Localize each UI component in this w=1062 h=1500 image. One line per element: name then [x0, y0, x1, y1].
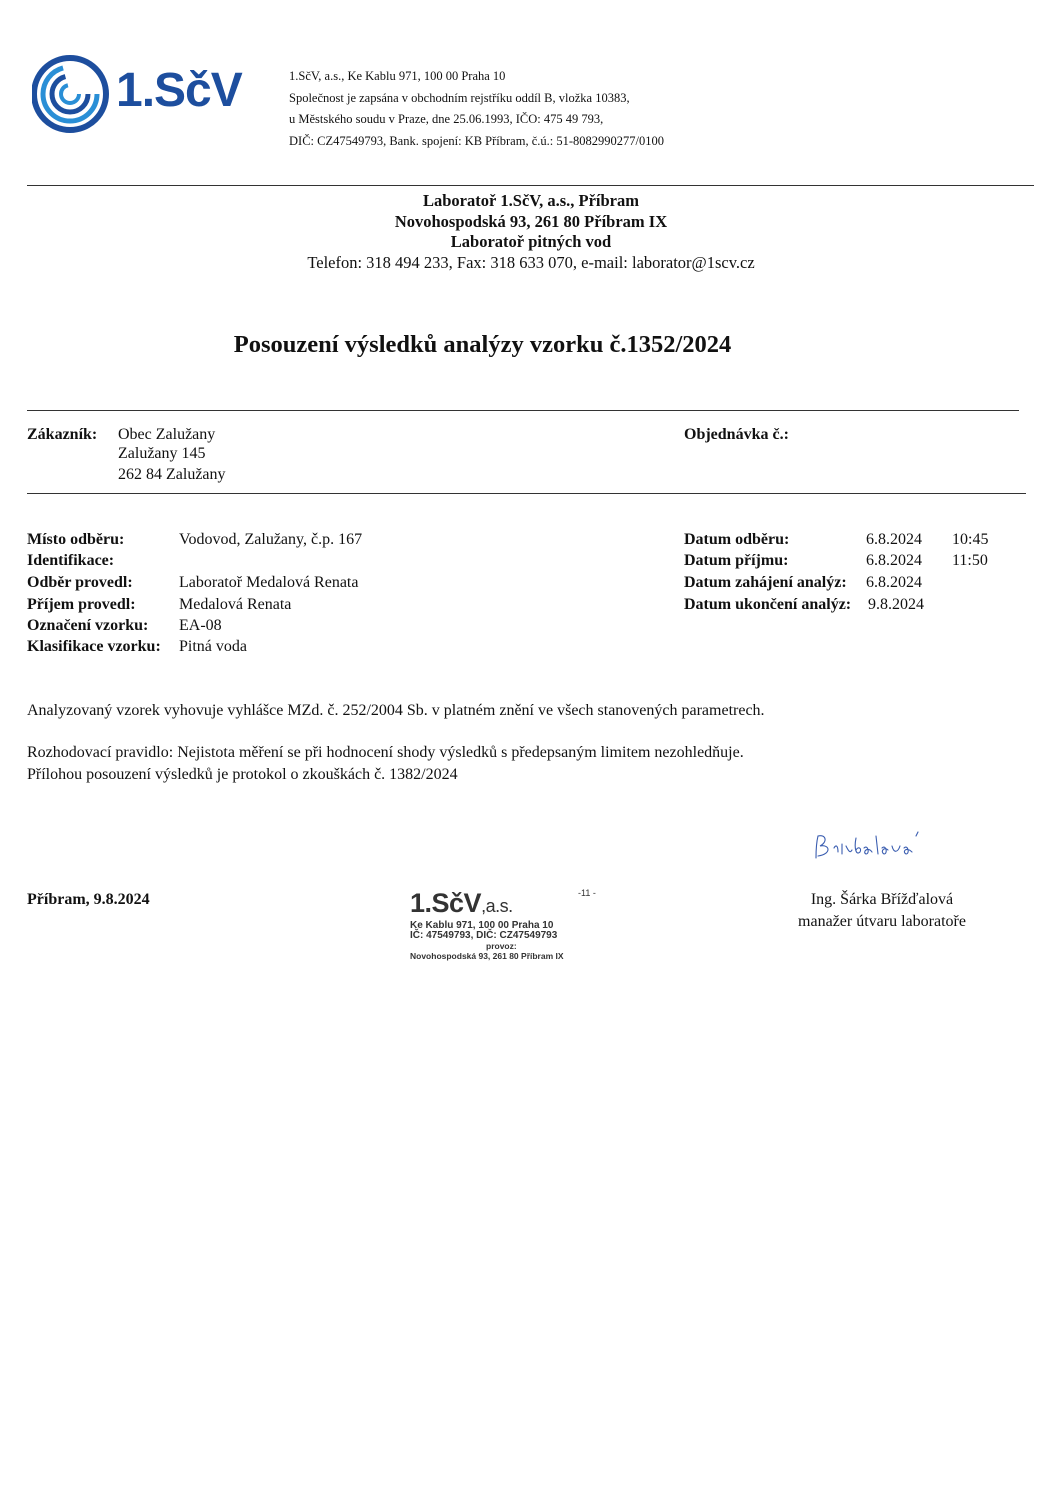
company-line: Společnost je zapsána v obchodním rejstříku oddíl B, vložka 10383, — [289, 90, 630, 105]
date-value: 6.8.2024 — [866, 574, 922, 591]
company-line: 1.SčV, a.s., Ke Kablu 971, 100 00 Praha 10 — [289, 69, 506, 83]
attachment-note: Přílohou posouzení výsledků je protokol o zkouškách č. 1382/2024 — [27, 766, 458, 783]
field-label: Příjem provedl: — [27, 596, 136, 613]
customer-divider — [27, 493, 1026, 494]
date-value: 9.8.2024 — [868, 596, 924, 613]
stamp-line: Ke Kablu 971, 100 00 Praha 10 — [410, 920, 554, 931]
customer-line: Zalužany 145 — [118, 445, 206, 462]
stamp-line: provoz: — [486, 941, 517, 951]
page-title: Posouzení výsledků analýzy vzorku č.1352/2024 — [233, 331, 732, 358]
field-value: EA-08 — [179, 617, 222, 634]
field-label: Místo odběru: — [27, 531, 125, 548]
header-divider — [27, 185, 1034, 186]
field-label: Identifikace: — [27, 552, 115, 569]
time-value: 10:45 — [952, 531, 989, 548]
signer-name: Ing. Šárka Břížďalová — [810, 891, 954, 908]
order-label: Objednávka č.: — [684, 426, 789, 443]
stamp-logo: 1.SčV,a.s. — [410, 888, 513, 918]
lab-contact: Telefon: 318 494 233, Fax: 318 633 070, e-mail: laborator@1scv.cz — [307, 252, 755, 272]
logo-text: 1.SčV — [116, 64, 242, 117]
field-label: Označení vzorku: — [27, 617, 149, 634]
handwritten-signature — [812, 830, 942, 866]
stamp-line: Novohospodská 93, 261 80 Příbram IX — [410, 951, 564, 961]
field-label: Klasifikace vzorku: — [27, 638, 161, 655]
company-stamp — [410, 888, 610, 961]
title-divider — [27, 410, 1019, 411]
lab-address: Novohospodská 93, 261 80 Příbram IX — [394, 211, 668, 231]
logo-swirl-icon — [32, 54, 114, 134]
lab-department: Laboratoř pitných vod — [450, 232, 612, 251]
lab-name: Laboratoř 1.SčV, a.s., Příbram — [422, 191, 639, 210]
stamp-line: IČ: 47549793, DIČ: CZ47549793 — [410, 930, 558, 941]
field-value: Vodovod, Zalužany, č.p. 167 — [179, 531, 363, 548]
company-logo — [32, 54, 264, 134]
signer-role: manažer útvaru laboratoře — [798, 913, 966, 930]
date-value: 6.8.2024 — [866, 552, 922, 569]
decision-rule: Rozhodovací pravidlo: Nejistota měření se při hodnocení shody výsledků s předepsaným limitem nezohledňuje. — [27, 744, 744, 761]
compliance-statement: Analyzovaný vzorek vyhovuje vyhlášce MZd. č. 252/2004 Sb. v platném znění ve všech stanovených parametrech. — [27, 702, 765, 719]
time-value: 11:50 — [952, 552, 988, 569]
field-value: Pitná voda — [179, 638, 247, 655]
customer-label: Zákazník: — [27, 426, 98, 443]
place-date: Příbram, 9.8.2024 — [27, 891, 150, 908]
date-label: Datum zahájení analýz: — [684, 574, 847, 591]
date-value: 6.8.2024 — [866, 531, 922, 548]
company-info — [289, 66, 664, 152]
customer-line: Obec Zalužany — [118, 426, 216, 443]
company-line: DIČ: CZ47549793, Bank. spojení: KB Příbram, č.ú.: 51-8082990277/0100 — [289, 133, 664, 148]
date-label: Datum ukončení analýz: — [684, 596, 852, 613]
field-value: Laboratoř Medalová Renata — [179, 574, 359, 591]
date-label: Datum příjmu: — [684, 552, 789, 569]
lab-info — [0, 191, 1062, 273]
customer-line: 262 84 Zalužany — [118, 466, 226, 483]
field-value: Medalová Renata — [179, 596, 292, 613]
field-label: Odběr provedl: — [27, 574, 133, 591]
stamp-number: -11 - — [578, 888, 596, 898]
company-line: u Městského soudu v Praze, dne 25.06.1993, IČO: 475 49 793, — [289, 112, 604, 126]
date-label: Datum odběru: — [684, 531, 790, 548]
